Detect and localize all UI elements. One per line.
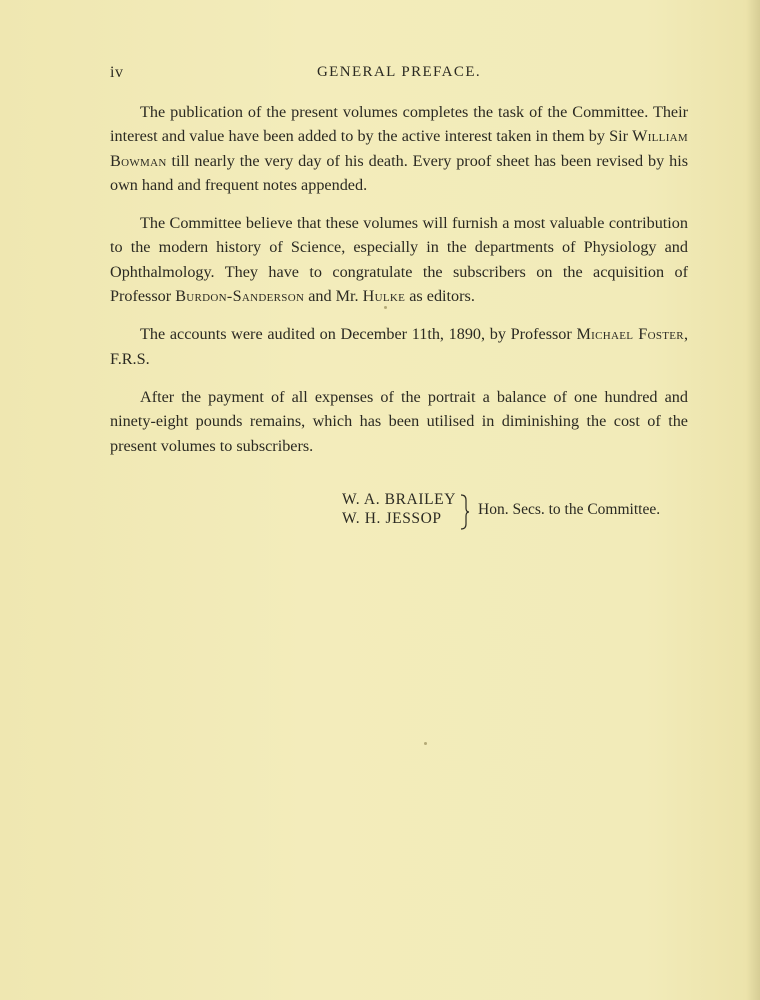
brace-icon xyxy=(460,494,470,530)
text: The accounts were audited on December 11th, 1890, by Professor xyxy=(140,325,577,344)
running-title: GENERAL PREFACE. xyxy=(316,64,482,80)
text: till nearly the very day of his death. Every proof sheet has been revised by his own hand and frequent notes appended. xyxy=(110,151,688,194)
text: After the payment of all expenses of the portrait a balance of one hundred and ninety-eight pounds remains, which has been utilised in diminishing the cost of the present volumes to subscribers. xyxy=(110,387,688,455)
text: The publication of the present volumes completes the task of the Committee. Their interest and value have been added to by the active interest taken in them by Sir xyxy=(110,103,688,146)
ink-speck xyxy=(424,742,427,745)
running-head xyxy=(110,64,688,88)
person-name: William Bowman xyxy=(110,127,688,170)
paragraph-4 xyxy=(110,385,688,458)
signatory-role: Hon. Secs. to the Committee. xyxy=(478,501,661,518)
text: The Committee believe that these volumes will furnish a most valuable contribution to the modern history of Science, especially in the departments of Physiology and Ophthalmology. They have to congratulate the subscribers on the acquisition of Professor xyxy=(110,214,688,306)
signatory-2: W. H. JESSOP xyxy=(342,510,442,527)
signatory-1: W. A. BRAILEY xyxy=(342,491,457,508)
signatory-names xyxy=(342,490,456,528)
signature-block xyxy=(342,490,702,540)
person-name: Hulke xyxy=(362,287,406,306)
paragraph-2 xyxy=(110,211,688,308)
paragraph-3 xyxy=(110,322,688,371)
text: , F.R.S. xyxy=(110,325,688,368)
paragraph-1 xyxy=(110,100,688,197)
body-text xyxy=(110,100,688,472)
ink-speck xyxy=(384,306,387,309)
text: and Mr. xyxy=(304,287,363,306)
page-edge-shadow xyxy=(746,0,760,1000)
text: as editors. xyxy=(405,287,475,306)
page-number: iv xyxy=(110,64,124,81)
person-name: Burdon-Sanderson xyxy=(175,287,305,306)
person-name: Michael Foster xyxy=(576,325,684,344)
